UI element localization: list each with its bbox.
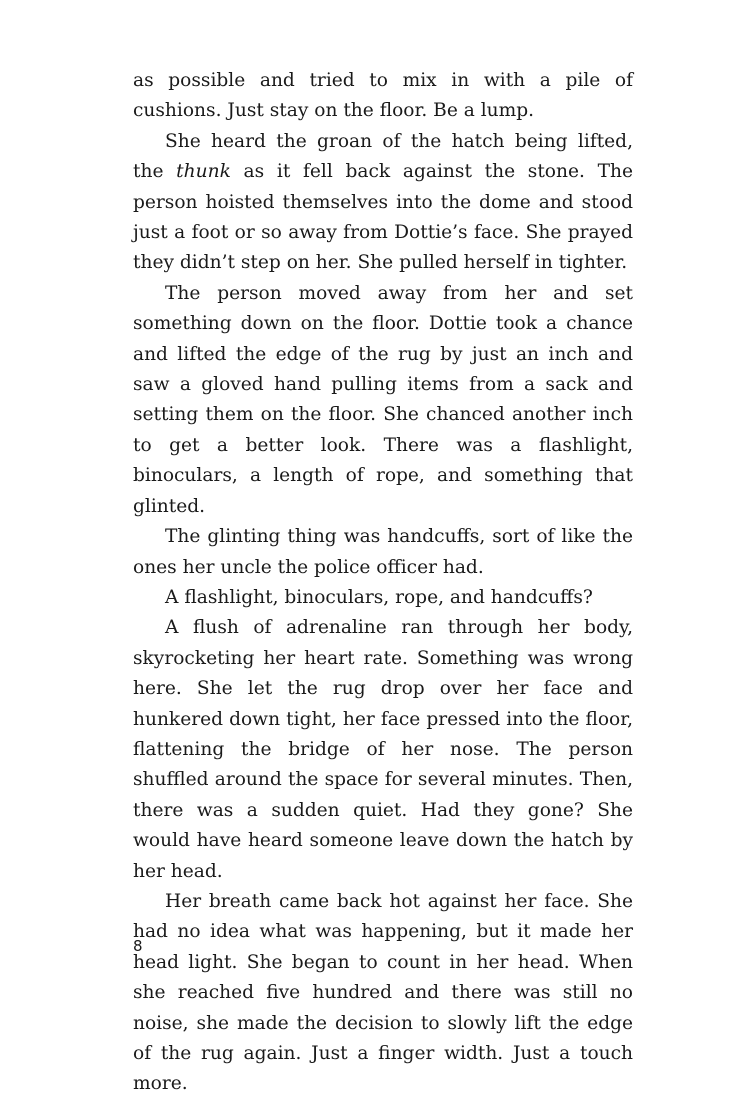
paragraph-3: The person moved away from her and set something down on the floor. Dottie took a chance and lifted the edge of the rug by just an inch and saw a gloved hand pulling items from a sack and setting them on the floor. She chanced another inch to get a better look. There was a flashlight, binoculars, a length of rope, and something that glinted. bbox=[133, 282, 633, 517]
paragraph-2-emphasis: thunk bbox=[176, 161, 231, 183]
paragraph-2-after: as it fell back against the stone. The person hoisted themselves into the dome and stood just a foot or so away from Dottie’s face. She prayed they didn’t step on her. She pulled herself in tighter. bbox=[133, 161, 633, 274]
page-body bbox=[133, 66, 633, 1100]
paragraph-2 bbox=[133, 127, 633, 279]
paragraph-2-before: She heard the groan of the hatch being lifted, the bbox=[133, 130, 633, 183]
paragraph-5: A flashlight, binoculars, rope, and handcuffs? bbox=[165, 586, 593, 608]
page-number: 8 bbox=[133, 937, 143, 955]
paragraph-4: The glinting thing was handcuffs, sort of like the ones her uncle the police officer had. bbox=[133, 526, 633, 578]
paragraph-6: A flush of adrenaline ran through her body, skyrocketing her heart rate. Something was wrong here. She let the rug drop over her face and hunkered down tight, her face pressed into the floor, flattening the bridge of her nose. The person shuffled around the space for several minutes. Then, there was a sudden quiet. Had they gone? She would have heard someone leave down the hatch by her head. bbox=[133, 617, 633, 882]
paragraph-1: as possible and tried to mix in with a pile of cushions. Just stay on the floor. Be a lump. bbox=[133, 70, 633, 122]
paragraph-7: Her breath came back hot against her face. She had no idea what was happening, but it made her head light. She began to count in her head. When she reached five hundred and there was still no noise, she made the decision to slowly lift the edge of the rug again. Just a finger width. Just a touch more. bbox=[133, 890, 633, 1095]
